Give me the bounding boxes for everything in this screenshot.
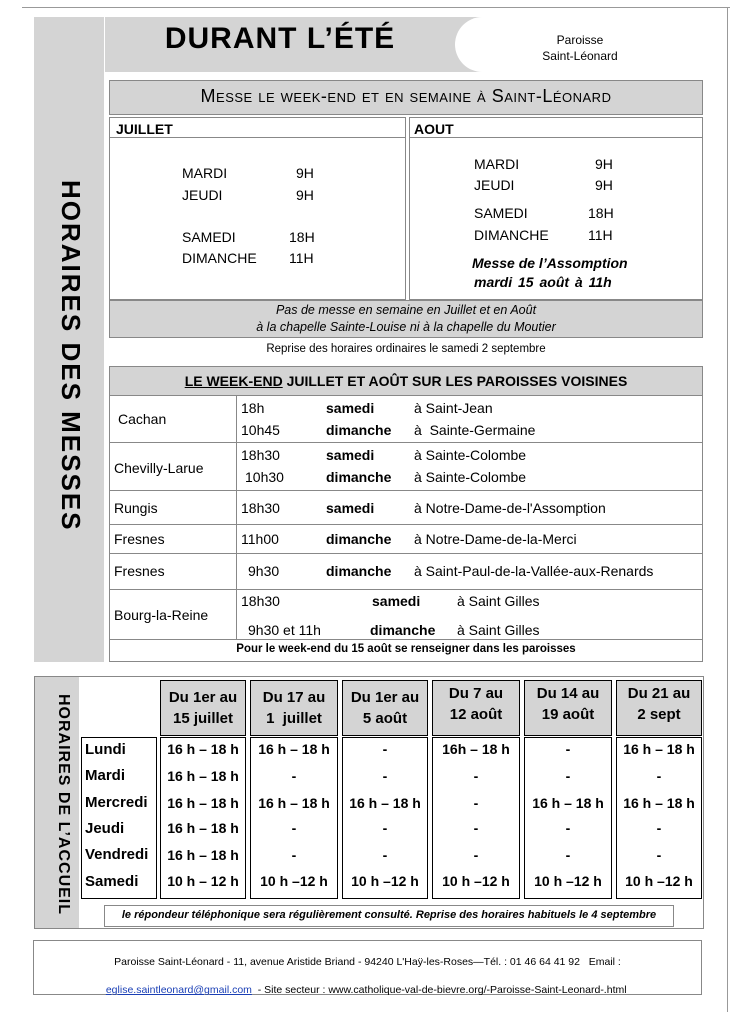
mass-day: dimanche bbox=[326, 563, 392, 579]
accueil-cell: - bbox=[291, 768, 297, 784]
mass-place: à Saint-Paul-de-la-Vallée-aux-Renards bbox=[414, 563, 654, 579]
july-time-2: 9H bbox=[296, 187, 314, 203]
accueil-cell: - bbox=[473, 847, 479, 863]
mass-day: dimanche bbox=[326, 531, 392, 547]
august-box bbox=[409, 117, 703, 300]
accueil-cell: - bbox=[656, 847, 662, 863]
accueil-cell: - bbox=[473, 768, 479, 784]
accueil-cell: - bbox=[656, 768, 662, 784]
accueil-cell: 10 h – 12 h bbox=[167, 873, 239, 889]
mass-time: 18h30 bbox=[241, 593, 280, 609]
neighbors-row-sep bbox=[109, 589, 703, 590]
accueil-col-header-line2: 5 août bbox=[362, 710, 408, 727]
accueil-cell: 10 h –12 h bbox=[351, 873, 419, 889]
accueil-cell: 16 h – 18 h bbox=[167, 795, 239, 811]
accueil-col-header-line2: 2 sept bbox=[637, 706, 681, 723]
parish-name: Rungis bbox=[114, 500, 158, 516]
mass-time: 18h30 bbox=[241, 447, 280, 463]
parish-name: Cachan bbox=[118, 411, 167, 427]
mass-day: samedi bbox=[372, 593, 421, 609]
mass-place: à Sainte-Colombe bbox=[414, 469, 527, 485]
footer-site-text: - Site secteur : www.catholique-val-de-bievre.org/-Paroisse-Saint-Leonard-.html bbox=[251, 984, 627, 996]
august-time-2: 9H bbox=[595, 177, 613, 193]
mass-time: 10h30 bbox=[245, 469, 284, 485]
assumption-line1: Messe de l’Assomption bbox=[472, 255, 628, 271]
mass-day: dimanche bbox=[326, 469, 392, 485]
accueil-day: Mercredi bbox=[85, 794, 148, 811]
page-top-rule bbox=[22, 7, 730, 8]
accueil-day: Vendredi bbox=[85, 846, 149, 863]
neighbors-row-sep bbox=[109, 524, 703, 525]
accueil-cell: 10 h –12 h bbox=[534, 873, 602, 889]
parish-name: Chevilly-Larue bbox=[114, 460, 204, 476]
mass-time: 9h30 bbox=[248, 563, 280, 579]
stleonard-note-line1: Pas de messe en semaine en Juillet et en Août bbox=[275, 303, 537, 317]
accueil-cell: - bbox=[473, 820, 479, 836]
neighbors-title-underlined: LE WEEK-END bbox=[184, 373, 283, 389]
august-time-1: 9H bbox=[595, 156, 613, 172]
july-day-3: SAMEDI bbox=[182, 229, 236, 245]
parish-name-line2: Saint-Léonard bbox=[542, 49, 618, 63]
accueil-col-header-line2: 15 juillet bbox=[172, 710, 234, 727]
neighbors-title-rest: JUILLET ET AOÛT SUR LES PAROISSES VOISINES bbox=[282, 373, 628, 389]
neighbors-row-sep bbox=[109, 490, 703, 491]
stleonard-title: Messe le week-end et en semaine à Saint-Léonard bbox=[200, 86, 612, 106]
mass-time: 9h30 et 11h bbox=[248, 622, 321, 638]
accueil-cell: 16 h – 18 h bbox=[623, 795, 695, 811]
accueil-cell: - bbox=[382, 741, 388, 757]
accueil-cell: 10 h –12 h bbox=[625, 873, 693, 889]
footer-email-link[interactable]: eglise.saintleonard@gmail.com bbox=[105, 984, 252, 996]
august-time-3: 18H bbox=[588, 205, 614, 221]
accueil-cell: - bbox=[382, 768, 388, 784]
mass-day: dimanche bbox=[370, 622, 436, 638]
accueil-col-header-line1: Du 17 au bbox=[262, 689, 326, 706]
accueil-cell: - bbox=[565, 768, 571, 784]
accueil-cell: - bbox=[291, 847, 297, 863]
accueil-cell: 16 h – 18 h bbox=[258, 741, 330, 757]
july-box bbox=[109, 117, 406, 300]
neighbors-row-sep bbox=[109, 442, 703, 443]
accueil-day: Jeudi bbox=[85, 820, 125, 837]
parish-name-line1: Paroisse bbox=[556, 33, 604, 47]
august-label: AOUT bbox=[414, 121, 454, 137]
accueil-cell: 10 h –12 h bbox=[442, 873, 510, 889]
mass-day: samedi bbox=[326, 500, 375, 516]
accueil-cell: 10 h –12 h bbox=[260, 873, 328, 889]
page-title: DURANT L’ÉTÉ bbox=[164, 22, 396, 55]
parish-name: Fresnes bbox=[114, 563, 165, 579]
accueil-cell: 16 h – 18 h bbox=[167, 741, 239, 757]
neighbors-footer: Pour le week-end du 15 août se renseigner dans les paroisses bbox=[236, 643, 576, 655]
august-day-4: DIMANCHE bbox=[474, 227, 549, 243]
parish-name: Fresnes bbox=[114, 531, 165, 547]
july-label: JUILLET bbox=[116, 121, 173, 137]
stleonard-note-line2: à la chapelle Sainte-Louise ni à la chapelle du Moutier bbox=[256, 320, 556, 334]
accueil-cell: 16h – 18 h bbox=[442, 741, 510, 757]
accueil-col-header-line1: Du 1er au bbox=[350, 689, 420, 706]
august-day-1: MARDI bbox=[474, 156, 520, 172]
mass-place: à Saint Gilles bbox=[457, 622, 540, 638]
accueil-col-header-line1: Du 21 au bbox=[627, 685, 691, 702]
accueil-cell: 16 h – 18 h bbox=[349, 795, 421, 811]
accueil-col-header-line1: Du 14 au bbox=[536, 685, 600, 702]
accueil-cell: - bbox=[565, 741, 571, 757]
page-right-rule bbox=[727, 7, 728, 1012]
august-time-4: 11H bbox=[588, 227, 613, 243]
accueil-cell: 16 h – 18 h bbox=[532, 795, 604, 811]
accueil-col-header-line2: 1 juillet bbox=[266, 710, 322, 727]
july-day-4: DIMANCHE bbox=[182, 250, 257, 266]
accueil-cell: 16 h – 18 h bbox=[167, 768, 239, 784]
sidebar-accueil-title: HORAIRES DE L’ACCUEIL bbox=[55, 694, 72, 916]
mass-time: 10h45 bbox=[241, 422, 280, 438]
mass-place: à Saint Gilles bbox=[457, 593, 540, 609]
accueil-col-header-line1: Du 7 au bbox=[448, 685, 504, 702]
accueil-cell: 16 h – 18 h bbox=[167, 820, 239, 836]
mass-place: à Sainte-Germaine bbox=[414, 422, 536, 438]
july-day-1: MARDI bbox=[182, 165, 228, 181]
accueil-cell: 16 h – 18 h bbox=[258, 795, 330, 811]
mass-place: à Notre-Dame-de-la-Merci bbox=[414, 531, 577, 547]
reprise-note: Reprise des horaires ordinaires le samedi 2 septembre bbox=[266, 343, 546, 355]
accueil-col-header-line1: Du 1er au bbox=[168, 689, 238, 706]
accueil-cell: - bbox=[382, 820, 388, 836]
accueil-cell: 16 h – 18 h bbox=[167, 847, 239, 863]
august-day-3: SAMEDI bbox=[474, 205, 528, 221]
accueil-cell: - bbox=[473, 795, 479, 811]
accueil-note: le répondeur téléphonique sera régulièrement consulté. Reprise des horaires habituels le 4 septembre bbox=[121, 909, 657, 921]
accueil-day: Mardi bbox=[85, 767, 126, 784]
mass-time: 18h30 bbox=[241, 500, 280, 516]
accueil-cell: - bbox=[565, 847, 571, 863]
july-time-3: 18H bbox=[289, 229, 315, 245]
accueil-cell: - bbox=[382, 847, 388, 863]
mass-place: à Saint-Jean bbox=[414, 400, 493, 416]
neighbors-col-sep bbox=[236, 396, 237, 640]
accueil-col-header-line2: 19 août bbox=[541, 706, 595, 723]
mass-place: à Notre-Dame-de-l'Assomption bbox=[414, 500, 606, 516]
mass-place: à Sainte-Colombe bbox=[414, 447, 527, 463]
july-time-4: 11H bbox=[289, 250, 314, 266]
accueil-day: Lundi bbox=[85, 741, 126, 758]
mass-time: 18h bbox=[241, 400, 265, 416]
accueil-cell: - bbox=[656, 820, 662, 836]
accueil-cell: - bbox=[291, 820, 297, 836]
july-day-2: JEUDI bbox=[182, 187, 223, 203]
august-day-2: JEUDI bbox=[474, 177, 515, 193]
footer-line2 bbox=[100, 972, 627, 996]
accueil-cell: 16 h – 18 h bbox=[623, 741, 695, 757]
accueil-col-header-line2: 12 août bbox=[449, 706, 503, 723]
accueil-cell: - bbox=[565, 820, 571, 836]
accueil-day: Samedi bbox=[85, 873, 139, 890]
mass-day: samedi bbox=[326, 447, 375, 463]
assumption-line2: mardi 15 août à 11h bbox=[474, 274, 612, 290]
mass-day: dimanche bbox=[326, 422, 392, 438]
neighbors-row-sep bbox=[109, 553, 703, 554]
footer-line1: Paroisse Saint-Léonard - 11, avenue Aristide Briand - 94240 L'Haÿ-les-Roses—Tél. : 01 46 64 41 92 Email : bbox=[114, 956, 621, 968]
mass-time: 11h00 bbox=[241, 531, 279, 547]
parish-name: Bourg-la-Reine bbox=[114, 607, 209, 623]
mass-day: samedi bbox=[326, 400, 375, 416]
neighbors-title bbox=[109, 373, 703, 389]
july-time-1: 9H bbox=[296, 165, 314, 181]
sidebar-masses-title: HORAIRES DES MESSES bbox=[56, 180, 86, 532]
